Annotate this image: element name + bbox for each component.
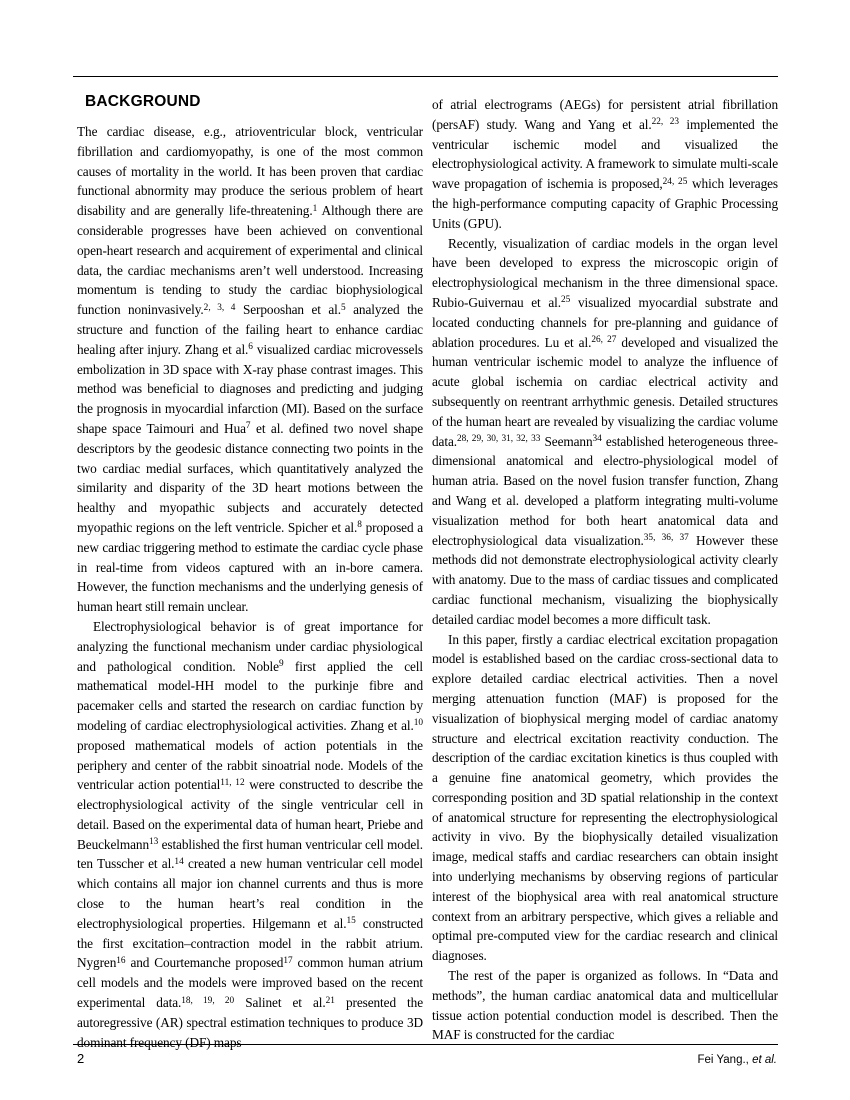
citation-superscript: 11, 12 [220, 777, 245, 788]
paragraph: Recently, visualization of cardiac models in the organ level have been developed to express the microscopic origin of electrophysiological mechanism in the three dimensional space. Rubio-Guivernau et al.$^{25}$ visualized myocardial substrate and located conducting channels for pre-planning and guidance of ablation procedures. Lu et al.$^{26, 27}$ developed and visualized the human ventricular ischemic model to analyze the influence of acute global ischemia on cardiac electrical activity and subsequently on reentrant arrhythmic genesis. Detailed structures of the human heart are revealed by visualizing the cardiac volume data.$^{28, 29, 30, 31, 32, 33}$ Seemann$^{34}$ established heterogeneous three-dimensional anatomical and electro-physiological model of human atria. Based on the novel fusion transfer function, Zhang and Wang et al. developed a platform integrating multi-volume visualization method for both heart anatomical data and electrophysiological data visualization.$^{35, 36, 37}$ However these methods did not demonstrate electrophysiological activity clearly with anatomy. Due to the mass of cardiac tissues and complicated cardiac functional mechanism, visualizing the biophysically detailed cardiac model becomes a more difficult task. [432, 235, 779, 627]
citation-superscript: 35, 36, 37 [643, 533, 689, 544]
citation-superscript: 21 [325, 995, 335, 1006]
citation-superscript: 18, 19, 20 [181, 995, 235, 1006]
citation-superscript: 9 [278, 659, 284, 670]
right-column [432, 95, 778, 1045]
citation-superscript: 22, 23 [651, 117, 679, 128]
citation-superscript: 34 [592, 434, 602, 445]
citation-superscript: 5 [340, 302, 346, 313]
footer-rule [73, 1044, 778, 1045]
header-rule [73, 76, 778, 77]
citation-superscript: 8 [357, 520, 362, 531]
citation-superscript: 16 [116, 955, 126, 966]
citation-superscript: 1 [312, 203, 318, 214]
citation-superscript: 10 [413, 718, 423, 729]
paragraph: Electrophysiological behavior is of great importance for analyzing the functional mechanism under cardiac physiological and pathological condition. Noble$^9$ first applied the cell mathematical model-HH model to the purkinje fibre and pacemaker cells and started the research on cardiac function by modeling of cardiac electrophysiological activities. Zhang et al.$^{10}$ proposed mathematical models of action potentials in the periphery and center of the rabbit sinoatrial node. Models of the ventricular action potential$^{11, 12}$ were constructed to describe the electrophysiological activity of the single ventricular cell in detail. Based on the experimental data of human heart, Priebe and Beuckelmann$^{13}$ established the first human ventricular cell model. ten Tusscher et al.$^{14}$ created a new human ventricular cell model which contains all major ion channel currents and thus is more close to the human heart’s real condition in the electrophysiological properties. Hilgemann et al.$^{15}$ constructed the first excitation–contraction model in the rabbit atrium. Nygren$^{16}$ and Courtemanche proposed$^{17}$ common human atrium cell models and the models were improved based on the recent experimental data.$^{18, 19, 20}$ Salinet et al.$^{21}$ presented the autoregressive (AR) spectral estimation techniques to produce 3D dominant frequency (DF) maps [77, 618, 424, 1050]
running-footer [698, 1054, 778, 1066]
citation-superscript: 7 [245, 421, 251, 432]
citation-superscript: 14 [174, 856, 184, 867]
citation-superscript: 24, 25 [662, 176, 688, 187]
citation-superscript: 28, 29, 30, 31, 32, 33 [456, 434, 541, 445]
paragraph: of atrial electrograms (AEGs) for persistent atrial fibrillation (persAF) study. Wang and Yang et al.$^{22, 23}$ implemented the ventricular ischemic model and visualized the electrophysiological activity. A framework to simulate multi-scale wave propagation of ischemia is proposed,$^{24, 25}$ which leverages the high-performance computing capacity of Graphic Processing Units (GPU). [432, 97, 778, 231]
page-number: 2 [77, 1051, 85, 1066]
left-column [77, 92, 423, 1052]
citation-superscript: 15 [346, 916, 356, 927]
citation-superscript: 26, 27 [591, 335, 617, 346]
footer-author-etal: et al. [752, 1054, 777, 1066]
footer-author: Fei Yang., [697, 1054, 753, 1066]
paragraph: The cardiac disease, e.g., atrioventricular block, ventricular fibrillation and cardiomyopathy, is one of the most common causes of mortality in the world. It has been proven that cardiac functional abnormity may produce the serious problem of heart disability and are generally life-threatening.$^1$ Although there are considerable progresses have been achieved on conventional open-heart research and acquirement of experimental and clinical data, the cardiac mechanisms aren’t well understood. Increasing momentum is tending to study the cardiac biophysiological function noninvasively.$^{2, 3, 4}$ Serpooshan et al.$^5$ analyzed the structure and function of the failing heart to enhance cardiac healing after injury. Zhang et al.$^6$ visualized cardiac microvessels embolization in 3D space with X-ray phase contrast images. This method was beneficial to diagnoses and predicting and judging the prognosis in myocardial infarction (MI). Based on the surface shape space Taimouri and Hua$^7$ et al. defined two novel shape descriptors by the geodesic distance connecting two points in the two cardiac medial surfaces, which quantitatively analyzed the similarity and disparity of the 3D heart motions between the healthy and myopathic subjects and accurately detected myopathic regions on the left ventricle. Spicher et al.$^8$ proposed a new cardiac triggering method to estimate the cardiac cycle phase in real-time from videos captured with an in-bore camera. However, the function mechanisms and the underlying genesis of human heart still remain unclear. [77, 124, 424, 615]
paragraph: The rest of the paper is organized as follows. In “Data and methods”, the human cardiac anatomical data and multicellular tissue action potential conduction model is described. Then the MAF is constructed for the cardiac [432, 968, 778, 1043]
citation-superscript: 6 [248, 342, 253, 353]
citation-superscript: 2, 3, 4 [203, 302, 236, 313]
citation-superscript: 25 [560, 295, 571, 306]
paragraph: In this paper, firstly a cardiac electrical excitation propagation model is established based on the cardiac cross-sectional data to explore detailed cardiac electrical activities. Then a novel merging attenuation function (MAF) is proposed for the visualization of biophysical merging model of cardiac anatomy structure and electrical excitation reactivity conduction. The description of the cardiac excitation kinetics is thus coupled with a genuine fine anatomical geometry, which provides the corresponding position and 3D spatial relationship in the context of anatomical structure for representing the electrophysiological activity in vivo. By the biophysically detailed visualization image, medical staffs and cardiac researchers can obtain insight into underlying mechanisms by observing regions of particular interest of the biophysical area with real anatomical structure context from an arbitrary perspective, which gives a reliable and optimal pre-computed view for the cardiac research and clinical diagnoses. [432, 631, 778, 964]
left-column-body [77, 122, 423, 1052]
citation-superscript: 17 [283, 955, 293, 966]
citation-superscript: 13 [149, 837, 159, 848]
section-heading: BACKGROUND [85, 93, 201, 110]
